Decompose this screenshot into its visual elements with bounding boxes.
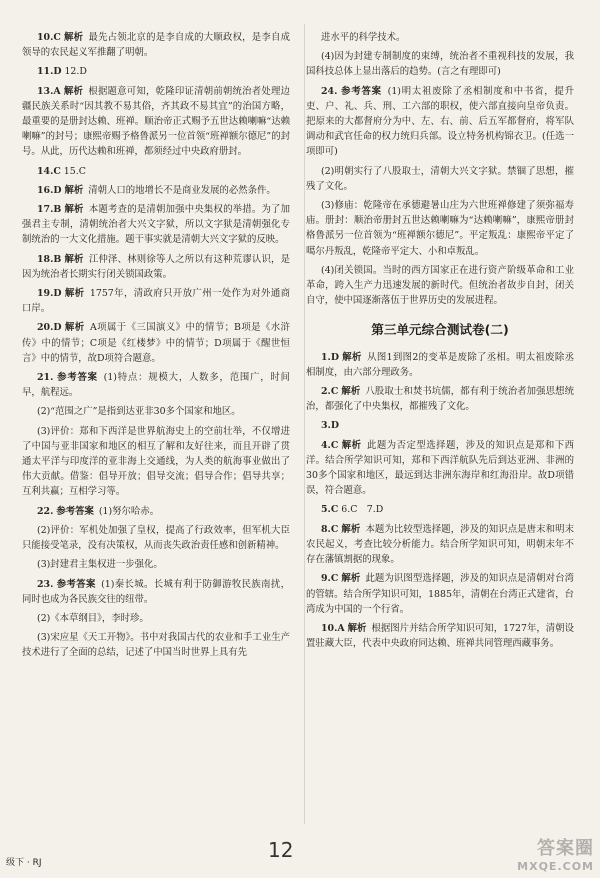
question-number: 5.C bbox=[321, 504, 339, 516]
answer-item bbox=[22, 630, 290, 660]
answer-text: (1)秦长城。长城有利于防御游牧民族南扰，同时也成为各民族交往的纽带。 bbox=[22, 578, 291, 605]
answer-item bbox=[306, 571, 574, 617]
answer-tag: 参考答案 bbox=[56, 578, 96, 590]
answer-text: (3)评价：郑和下西洋是世界航海史上的空前壮举，不仅增进了中国与亚非国家和地区的相互了解和友好往来，而且开辟了贯通太平洋与印度洋的亚非海上交通线，为人类的航海事业做出了伟大贡献。借鉴：倡导开放；倡导交流；倡导合作；倡导共享；互利共赢；互相学习等。 bbox=[22, 425, 290, 498]
right-top-answers bbox=[306, 30, 574, 308]
answer-item bbox=[22, 557, 290, 572]
answer-item bbox=[22, 320, 290, 366]
answer-text: 本题为比较型选择题，涉及的知识点是唐末和明末农民起义，考查比较分析能力。结合所学知识可知，明朝末年不存在藩镇割据的现象。 bbox=[306, 523, 574, 566]
answer-item bbox=[306, 198, 574, 259]
answer-text: (2)《本草纲目》，李时珍。 bbox=[37, 612, 149, 624]
answer-item bbox=[22, 183, 290, 198]
watermark-bottom: MXQE.COM bbox=[517, 860, 594, 873]
answer-text: 本题考查的是清朝加强中央集权的举措。为了加强君主专制，清朝统治者大兴文字狱，所以文字狱是清朝强化专制统治的一大文化措施。题干事实就是清朝大兴文字狱的反映。 bbox=[22, 204, 290, 246]
answer-text: (1)努尔哈赤。 bbox=[98, 505, 159, 517]
answer-text: 清朝人口的地增长不是商业发展的必然条件。 bbox=[88, 184, 276, 196]
answer-item bbox=[22, 84, 290, 160]
question-number: 3.D bbox=[321, 420, 339, 432]
question-number: 24. bbox=[321, 85, 338, 97]
answer-tag: 解析 bbox=[341, 439, 362, 451]
answer-text: A项属于《三国演义》中的情节；B项是《水浒传》中的情节；C项是《红楼梦》中的情节；D项属于《醒世恒言》中的情节，故D项符合题意。 bbox=[22, 322, 290, 364]
answer-tag: 解析 bbox=[347, 622, 367, 634]
answer-item bbox=[22, 504, 290, 519]
answer-tag: 解析 bbox=[64, 253, 84, 265]
answer-text: (2)明朝实行了八股取士，清朝大兴文字狱。禁锢了思想，摧残了文化。 bbox=[306, 165, 574, 192]
answer-tag: 解析 bbox=[64, 32, 84, 43]
answer-item bbox=[22, 523, 290, 553]
answer-text: (4)因为封建专制制度的束缚，统治者不重视科技的发展，我国科技总体上显出落后的趋势。(言之有理即可) bbox=[306, 51, 574, 78]
question-number: 10.C bbox=[37, 32, 61, 43]
answer-text: 根据题意可知，乾隆印证清朝前朝统治者处理边疆民族关系时“因其教不易其俗，齐其政不易其宜”的治国方略，最重要的是册封达赖、班禅。顺治帝正式赐予五世达赖喇嘛“达赖喇嘛”的封号；康熙帝赐予格鲁派另一位首领“班禅额尔德尼”的封号。从此，历代达赖和班禅，都须经过中央政府册封。 bbox=[22, 85, 290, 158]
answer-item bbox=[306, 384, 574, 414]
answer-item bbox=[22, 202, 290, 248]
question-number: 9.C bbox=[321, 573, 339, 585]
answer-text: 最先占领北京的是李自成的大顺政权，是李自成领导的农民起义军推翻了明朝。 bbox=[22, 32, 290, 59]
answer-tag: 参考答案 bbox=[57, 372, 98, 384]
answer-text: 从图1到图2的变革是废除了丞相。明太祖废除丞相制度，由六部分理政务。 bbox=[306, 351, 574, 378]
question-number: 20.D bbox=[37, 322, 62, 334]
answer-text: 江仲泽、林则徐等人之所以有这种荒谬认识，是因为统治者长期实行闭关锁国政策。 bbox=[22, 253, 290, 280]
question-number: 19.D bbox=[37, 288, 62, 300]
answer-text: 八股取士和焚书坑儒，都有利于统治者加强思想统治，都强化了中央集权，都摧残了文化。 bbox=[306, 386, 574, 413]
question-number: 11.D bbox=[37, 66, 62, 78]
answer-text: 根据图片并结合所学知识可知，1727年，清朝设置驻藏大臣，代表中央政府同达赖、班禅共同管理西藏事务。 bbox=[306, 622, 574, 650]
answer-tag: 解析 bbox=[64, 288, 85, 300]
answer-tag: 参考答案 bbox=[341, 85, 382, 97]
answer-text: 6.C 7.D bbox=[341, 504, 384, 516]
answer-item bbox=[306, 438, 574, 499]
watermark-logo bbox=[498, 834, 594, 874]
answer-text: 此题为否定型选择题，涉及的知识点是郑和下西洋。结合所学知识可知，郑和下西洋航队先后到达亚洲、非洲的30多个国家和地区，最远到达非洲东海岸和红海沿岸。故D项错误，符合题意。 bbox=[306, 439, 574, 497]
answer-tag: 解析 bbox=[342, 351, 362, 363]
answer-text: 此题为识图型选择题，涉及的知识点是清朝对台湾的管辖。结合所学知识可知，1885年，清朝在台湾正式建省，台湾成为中国的一个行省。 bbox=[306, 573, 574, 615]
question-number: 4.C bbox=[321, 439, 339, 451]
section-title: 第三单元综合测试卷(二) bbox=[371, 322, 509, 338]
question-number: 8.C bbox=[321, 523, 339, 535]
answer-item bbox=[306, 49, 574, 79]
answer-item bbox=[306, 522, 574, 568]
watermark-top: 答案圈 bbox=[537, 838, 594, 859]
answer-item bbox=[22, 30, 290, 60]
page-number: 12 bbox=[268, 838, 294, 862]
answer-item bbox=[306, 164, 574, 194]
answer-tag: 解析 bbox=[341, 386, 361, 398]
right-column bbox=[306, 30, 574, 655]
answer-text: 进水平的科学技术。 bbox=[321, 32, 406, 43]
answer-text: (3)宋应星《天工开物》。书中对我国古代的农业和手工业生产技术进行了全面的总结，记述了中国当时世界上具有先 bbox=[22, 632, 290, 659]
answer-tag: 参考答案 bbox=[56, 505, 94, 517]
answer-item bbox=[22, 286, 290, 316]
answer-item bbox=[306, 502, 574, 517]
answer-tag: 解析 bbox=[64, 322, 85, 334]
answer-text: 15.C bbox=[63, 165, 86, 177]
answer-text: (2)“范围之广”是指到达亚非30多个国家和地区。 bbox=[37, 406, 241, 418]
answer-item bbox=[22, 424, 290, 500]
answer-item bbox=[306, 263, 574, 309]
answer-item bbox=[22, 252, 290, 282]
answer-text: (2)评价：军机处加强了皇权，提高了行政效率，但军机大臣只能接受笔录，没有决策权，从而丧失政治责任感和创新精神。 bbox=[22, 524, 290, 552]
question-number: 2.C bbox=[321, 386, 339, 398]
answer-item bbox=[306, 30, 574, 45]
answer-text: (4)闭关锁国。当时的西方国家正在进行资产阶级革命和工业革命，跨入生产力迅速发展的新时代。但统治者故步自封，闭关自守，使中国逐渐落伍于世界历史的发展进程。 bbox=[306, 264, 574, 307]
question-number: 14.C bbox=[37, 165, 61, 177]
question-number: 1.D bbox=[321, 351, 339, 363]
answer-tag: 解析 bbox=[64, 184, 84, 196]
question-number: 17.B bbox=[37, 204, 62, 216]
answer-tag: 解析 bbox=[64, 204, 84, 216]
answer-item bbox=[306, 418, 574, 433]
answer-item bbox=[306, 621, 574, 651]
question-number: 16.D bbox=[37, 184, 62, 196]
answer-item bbox=[22, 64, 290, 79]
answer-item bbox=[22, 164, 290, 179]
answer-item bbox=[22, 577, 290, 607]
answer-text: (3)封建君主集权进一步强化。 bbox=[37, 559, 163, 571]
answer-item bbox=[22, 370, 290, 400]
answer-tag: 解析 bbox=[63, 85, 84, 97]
answer-item bbox=[306, 84, 574, 160]
left-column bbox=[22, 30, 290, 665]
answer-text: 12.D bbox=[64, 66, 87, 78]
question-number: 10.A bbox=[321, 622, 345, 634]
answer-text: (1)明太祖废除了丞相制度和中书省，提升吏、户、礼、兵、刑、工六部的职权，使六部直接向皇帝负责。把原来的大都督府分为中、左、右、前、后五军都督府，将军队调动和武官任命的权力统归兵部。设立特务机构锦衣卫。(任选一项即可) bbox=[306, 85, 574, 158]
question-number: 13.A bbox=[37, 85, 61, 97]
answer-text: (1)特点：规模大，人数多，范围广，时间早，航程远。 bbox=[22, 372, 290, 399]
answer-item bbox=[306, 350, 574, 380]
answer-item bbox=[22, 611, 290, 626]
question-number: 23. bbox=[37, 578, 54, 590]
question-number: 18.B bbox=[37, 253, 62, 265]
answer-tag: 解析 bbox=[341, 573, 361, 585]
answer-text: (3)修庙：乾隆帝在承德避暑山庄为六世班禅修建了须弥福寿庙。册封：顺治帝册封五世达赖喇嘛为“达赖喇嘛”，康熙帝册封格鲁派另一位首领为“班禅额尔德尼”。平定叛乱：康熙帝平定了噶尔丹叛乱，乾隆帝平定大、小和卓叛乱。 bbox=[306, 200, 574, 257]
question-number: 22. bbox=[37, 505, 54, 517]
right-bottom-answers bbox=[306, 350, 574, 652]
question-number: 21. bbox=[37, 372, 54, 384]
answer-item bbox=[22, 404, 290, 419]
answer-text: 1757年，清政府只开放广州一处作为对外通商口岸。 bbox=[22, 288, 290, 315]
answer-tag: 解析 bbox=[341, 523, 361, 535]
footer-grade-label: 级下 · RJ bbox=[6, 858, 42, 868]
